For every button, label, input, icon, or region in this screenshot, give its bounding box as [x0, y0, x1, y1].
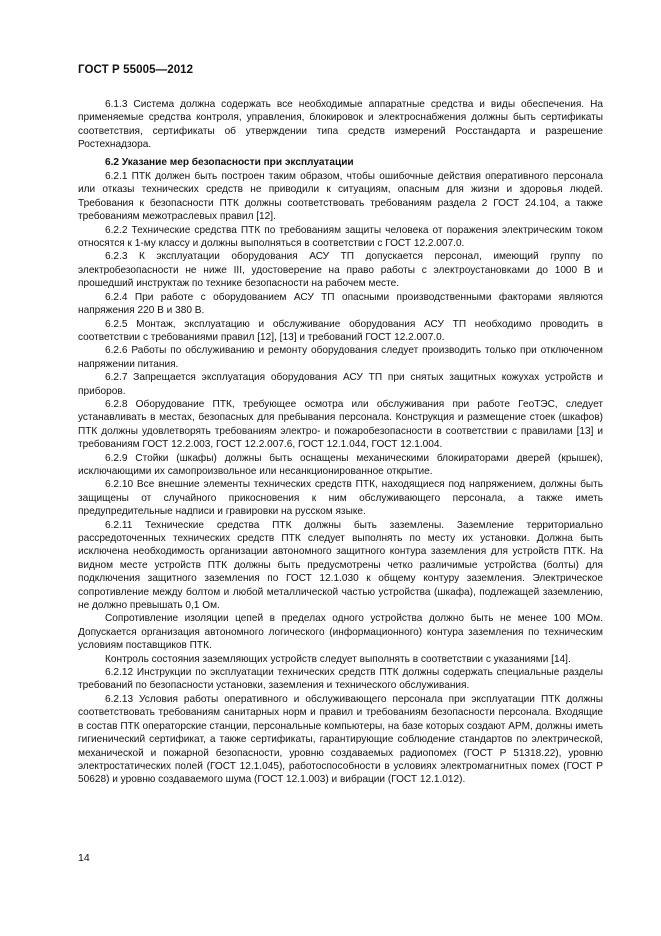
paragraph-6-2-12: 6.2.12 Инструкции по эксплуатации технических средств ПТК должны содержать специальные разделы требований по безопасности установки, заземления и технического обслуживания.: [78, 667, 603, 692]
paragraph-6-2-4: 6.2.4 При работе с оборудованием АСУ ТП опасными производственными факторами являются напряжения 220 В и 380 В.: [78, 291, 603, 317]
paragraph-6-2-13: 6.2.13 Условия работы оперативного и обслуживающего персонала при эксплуатации ПТК должны соответствовать требованиям санитарных норм и правил и требованиям безопасности персонала. Входящие в состав ПТК операторские станции, персональные компьютеры, на базе которых создают АРМ, должны иметь гигиенический сертификат, а также сертификаты, гарантирующие соблюдение стандартов по электрической, механической и пожарной безопасности, уровню создаваемых радиопомех (ГОСТ Р 51318.22), уровню электростатических полей (ГОСТ 12.1.045), работоспособности в условиях электромагнитных помех (ГОСТ Р 50628) и уровню создаваемого шума (ГОСТ 12.1.003) и вибрации (ГОСТ 12.1.012).: [78, 693, 603, 786]
page-number: 14: [78, 852, 90, 864]
paragraph-6-1-3: 6.1.3 Система должна содержать все необходимые аппаратные средства и виды обеспечения. На применяемые средства контроля, управления, блокировок и электроснабжения должны быть сертификаты соответствия, сертификаты об утверждении типа средств измерений Росстандарта и разрешение Ростехнадзора.: [78, 99, 603, 151]
paragraph-6-2-6: 6.2.6 Работы по обслуживанию и ремонту оборудования следует производить только при отключенном напряжении питания.: [78, 345, 603, 370]
paragraph-6-2-7: 6.2.7 Запрещается эксплуатация оборудования АСУ ТП при снятых защитных кожухах устройств и приборов.: [78, 372, 603, 397]
paragraph-6-2-10: 6.2.10 Все внешние элементы технических средств ПТК, находящиеся под напряжением, должны быть защищены от случайного прикосновения к ним обслуживающего персонала, а также иметь предупредительные надписи и гравировки на русском языке.: [78, 479, 603, 518]
paragraph-insulation: Сопротивление изоляции цепей в пределах одного устройства должно быть не менее 100 МОм. Допускается организация автономного логического (информационного) контура заземления по техническим условиям поставщиков ПТК.: [78, 613, 603, 652]
paragraph-6-2-3: 6.2.3 К эксплуатации оборудования АСУ ТП допускается персонал, имеющий группу по электробезопасности не ниже III, удостоверение на право работы с электроустановками до 1000 В и прошедший инструктаж по технике безопасности на рабочем месте.: [78, 251, 603, 290]
document-header: ГОСТ Р 55005—2012: [78, 64, 194, 76]
paragraph-6-2-8: 6.2.8 Оборудование ПТК, требующее осмотра или обслуживания при работе ГеоТЭС, следует устанавливать в местах, безопасных для пребывания персонала. Конструкция и размещение стоек (шкафов) ПТК должны удовлетворять требованиям электро- и пожаробезопасности в соответствии с правилами [13] и требованиям ГОСТ 12.2.003, ГОСТ 12.2.007.6, ГОСТ 12.1.044, ГОСТ 12.1.004.: [78, 398, 603, 451]
paragraph-6-2-1: 6.2.1 ПТК должен быть построен таким образом, чтобы ошибочные действия оперативного персонала или отказы технических средств не приводили к ситуациям, опасным для жизни и здоровья людей. Требования к безопасности ПТК должны соответствовать требованиям раздела 2 ГОСТ 24.104, а также требованиям межотраслевых правил [12].: [78, 171, 603, 223]
paragraph-6-2-5: 6.2.5 Монтаж, эксплуатацию и обслуживание оборудования АСУ ТП необходимо проводить в соответствии с требованиями правил [12], [13] и требований ГОСТ 12.2.007.0.: [78, 318, 603, 343]
section-heading-6-2: 6.2 Указание мер безопасности при эксплуатации: [105, 156, 354, 168]
paragraph-grounding-control: Контроль состояния заземляющих устройств следует выполнять в соответствии с указаниями [14].: [105, 653, 571, 665]
paragraph-6-2-11: 6.2.11 Технические средства ПТК должны быть заземлены. Заземление территориально рассредоточенных технических средств ПТК следует выполнять по месту их установки. Должна быть исключена необходимость организации автономного защитного контура заземления для устройств ПТК. На видном месте устройств ПТК должны быть предусмотрены четко различимые устройства (болты) для подключения защитного заземления по ГОСТ 12.1.030 к общему контуру заземления. Электрическое сопротивление между болтом и любой металлической частью устройства (шкафа), подлежащей заземлению, не должно превышать 0,1 Ом.: [78, 519, 603, 612]
paragraph-6-2-2: 6.2.2 Технические средства ПТК по требованиям защиты человека от поражения электрическим током относятся к 1-му классу и должны выполняться в соответствии с ГОСТ 12.2.007.0.: [78, 224, 603, 250]
document-body: [78, 98, 603, 787]
paragraph-6-2-9: 6.2.9 Стойки (шкафы) должны быть оснащены механическими блокираторами дверей (крышек), исключающими их самопроизвольное или несанкционированное открытие.: [78, 452, 603, 477]
